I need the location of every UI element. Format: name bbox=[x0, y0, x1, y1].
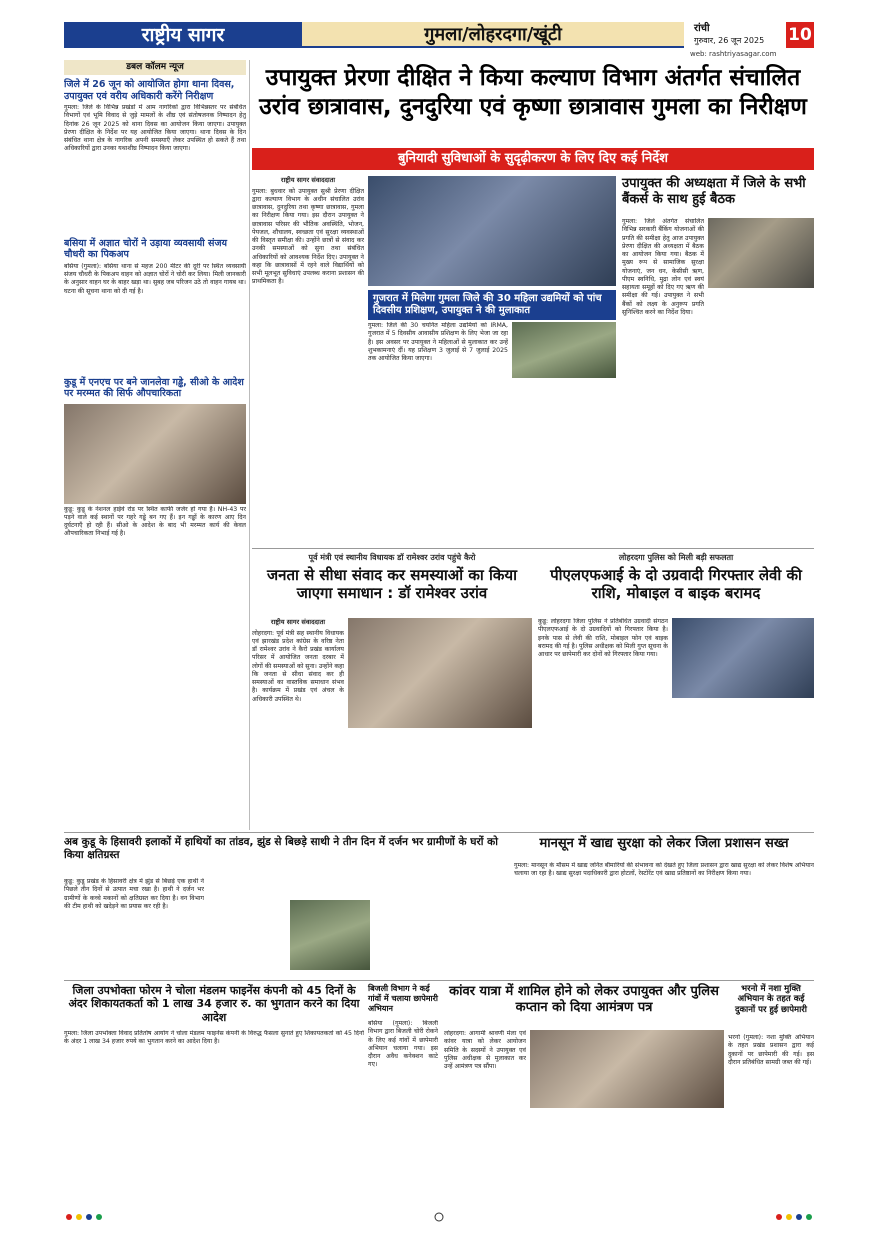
byline: राष्ट्रीय सागर संवाददाता bbox=[270, 618, 326, 626]
arrested-militants-photo bbox=[672, 618, 814, 698]
public-meeting-photo bbox=[348, 618, 532, 728]
section-divider bbox=[252, 548, 814, 549]
bank-meeting-headline: उपायुक्त की अध्यक्षता में जिले के सभी बैंकर्स के साथ हुई बैठक bbox=[622, 176, 806, 207]
story-body: बसिया (गुमला): बसिया थाना से महज 200 मीटर की दूरी पर स्थित व्यवसायी संजय चौधरी के पिकअप वाहन को अज्ञात चोरों ने चोरी कर लिया। मिली जानकारी के अनुसार वाहन घर के बाहर खड़ा था। सुबह जब परिजन उठे तो वाहन गायब था। घटना की सूचना थाना को दी गई है। bbox=[64, 262, 246, 295]
story-body: कुडू: कुडू के नेशनल हाईवे रोड पर स्थित काफी जर्जर हो गया है। NH-43 पर पड़ने वाले कई स्थानों पर गहरे गड्ढे बन गए हैं। इन गड्ढों के कारण आए दिन दुर्घटनाएँ हो रही हैं। सीओ के आदेश के बाद भी मरम्मत कार्य की केवल औपचारिकता निभाई गई है। bbox=[64, 505, 246, 538]
kicker-text: पूर्व मंत्री एवं स्थानीय विधायक डॉ रामेश्वर उरांव पहुंचे कैरो bbox=[308, 553, 476, 562]
bank-meeting-photo bbox=[708, 218, 814, 288]
lead-headline: उपायुक्त प्रेरणा दीक्षित ने किया कल्याण विभाग अंतर्गत संचालित उरांव छात्रावास, दुनदुरिया एवं कृष्णा छात्रावास गुमला का निरीक्षण bbox=[259, 65, 807, 120]
lead-story-body bbox=[252, 176, 364, 546]
story-headline: जनता से सीधा संवाद कर समस्याओं का किया जाएगा समाधान : डॉ रामेश्वर उरांव bbox=[267, 566, 517, 603]
elephant-photo bbox=[290, 900, 370, 970]
city-name: रांची bbox=[694, 23, 710, 34]
story-headline: कुडू में एनएच पर बने जानलेवा गड्ढे, सीओ के आदेश पर मरम्मत की सिर्फ औपचारिकता bbox=[64, 376, 244, 400]
double-column-header: डबल कॉलम न्यूज bbox=[64, 60, 246, 75]
kicker-text: लोहरदगा पुलिस को मिली बड़ी सफलता bbox=[618, 553, 734, 562]
byline: राष्ट्रीय सागर संवाददाता bbox=[280, 176, 336, 184]
kanwar-yatra-headline: कांवर यात्रा में शामिल होने को लेकर उपायुक्त और पुलिस कप्तान को दिया आमंत्रण पत्र bbox=[449, 984, 719, 1015]
section-title: गुमला/लोहरदगा/खूंटी bbox=[302, 22, 684, 48]
consumer-forum-body: गुमला: जिला उपभोक्ता विवाद प्रतितोष आयोग ने चोला मंडलम फाइनेंस कंपनी के विरुद्ध फैसला सुनाते हुए शिकायतकर्ता को 45 दिनों के अंदर 1 लाख 34 हजार रुपये का भुगतान करने का आदेश दिया है। bbox=[64, 1030, 364, 1046]
food-safety-headline: मानसून में खाद्य सुरक्षा को लेकर जिला प्रशासन सख्त bbox=[539, 836, 789, 851]
story-headline: बसिया में अज्ञात चोरों ने उड़ाया व्यवसायी संजय चौधरी का पिकअप bbox=[64, 238, 228, 261]
elephant-story-continued bbox=[374, 878, 508, 978]
section-divider bbox=[64, 832, 814, 833]
electricity-body: बसिया (गुमला): बिजली विभाग द्वारा बिजली चोरी रोकने के लिए कई गांवों में छापेमारी अभियान चलाया गया। इस दौरान अवैध कनेक्शन काटे गए। bbox=[368, 1020, 438, 1069]
footer-color-strip bbox=[64, 1212, 814, 1222]
elephant-headline: अब कुडू के हिसावरी इलाकों में हाथियों का तांडव, झुंड से बिछड़े साथी ने तीन दिन में दर्जन भर ग्रामीणों के घरों को किया क्षतिग्रस्त bbox=[64, 836, 498, 861]
drug-raid-headline: भरनो में नशा मुक्ति अभियान के तहत कई दुकानों पर हुई छापेमारी bbox=[735, 984, 807, 1015]
bank-meeting-body: गुमला: जिले अंतर्गत संचालित विभिन्न सरकारी बैंकिंग योजनाओं की प्रगति की समीक्षा हेतु आज उपायुक्त प्रेरणा दीक्षित की अध्यक्षता में बैठक का आयोजन किया गया। बैठक में मुख्य रूप से सामाजिक सुरक्षा योजनाएं, जन धन, केसीसी ऋण, पीएम स्वनिधि, मुद्रा लोन एवं स्वयं सहायता समूहों को दिए गए ऋण की समीक्षा की गई। उपायुक्त ने सभी बैंकों को लक्ष्य के अनुरूप प्रगति सुनिश्चित करने का निर्देश दिया। bbox=[622, 218, 704, 316]
section-divider bbox=[64, 980, 814, 981]
food-safety-body: गुमला: मानसून के मौसम में खाद्य जनित बीमारियों की संभावना को देखते हुए जिला प्रशासन द्वारा खाद्य सुरक्षा को लेकर विशेष अभियान चलाया जा रहा है। खाद्य सुरक्षा पदाधिकारी द्वारा होटलों, रेस्टोरेंट एवं खाद्य प्रतिष्ठानों का निरीक्षण किया गया। bbox=[514, 862, 814, 878]
story-headline: पीएलएफआई के दो उग्रवादी गिरफ्तार लेवी की राशि, मोबाइल व बाइक बरामद bbox=[550, 566, 802, 603]
masthead bbox=[0, 0, 877, 58]
story-headline: जिले में 26 जून को आयोजित होगा थाना दिवस, उपायुक्त एवं वरीय अधिकारी करेंगे निरीक्षण bbox=[64, 79, 235, 102]
consumer-forum-headline: जिला उपभोक्ता फोरम ने चोला मंडलम फाइनेंस कंपनी को 45 दिनों के अंदर शिकायतकर्ता को 1 लाख 34 हजार रु. का भुगतान करने का दिया आदेश bbox=[68, 984, 360, 1024]
elephant-story-body: कुडू: कुडू प्रखंड के हिसावरी क्षेत्र में झुंड से बिछड़े एक हाथी ने पिछले तीन दिनों से उत्पात मचा रखा है। हाथी ने दर्जन भर ग्रामीणों के कच्चे मकानों को क्षतिग्रस्त कर दिया है। वन विभाग की टीम हाथी को खदेड़ने का प्रयास कर रही है। bbox=[64, 878, 204, 910]
dateline bbox=[684, 22, 786, 48]
kanwar-yatra-body: लोहरदगा: आगामी श्रावणी मेला एवं कांवर यात्रा को लेकर आयोजन समिति के सदस्यों ने उपायुक्त एवं पुलिस अधीक्षक से मुलाकात कर उन्हें आमंत्रण पत्र सौंपा। bbox=[444, 1030, 526, 1070]
left-column bbox=[64, 60, 246, 930]
column-divider bbox=[249, 60, 250, 830]
lead-story-text: गुमला: बुधवार को उपायुक्त सुश्री प्रेरणा दीक्षित द्वारा कल्याण विभाग के अधीन संचालित उरांव छात्रावास, दुनदुरिया तथा कृष्णा छात्रावास, गुमला का निरीक्षण किया गया। इस दौरान उपायुक्त ने छात्रावास परिसर की भौतिक अवस्थिति, भोजन, पेयजल, शौचालय, स्वच्छता एवं सुरक्षा व्यवस्थाओं की विस्तृत समीक्षा की। उन्होंने छात्रों से संवाद कर उनकी समस्याओं को सुना तथा संबंधित अधिकारियों को आवश्यक निर्देश दिए। उपायुक्त ने कहा कि छात्रावासों में रहने वाले विद्यार्थियों को सभी मूलभूत सुविधाएं उपलब्ध कराना प्रशासन की प्राथमिकता है। bbox=[252, 187, 364, 286]
gujarat-training-box bbox=[368, 290, 616, 320]
story-body: कुडू: लोहरदगा जिला पुलिस ने प्रतिबंधित उग्रवादी संगठन पीएलएफआई के दो उग्रवादियों को गिरफ्तार किया है। इनके पास से लेवी की राशि, मोबाइल फोन एवं बाइक बरामद की गई है। पुलिस अधीक्षक को मिली गुप्त सूचना के आधार पर छापेमारी कर दोनों को गिरफ्तार किया गया। bbox=[538, 618, 668, 658]
gujarat-headline: गुजरात में मिलेगा गुमला जिले की 30 महिला उद्यमियों को पांच दिवसीय प्रशिक्षण, उपायुक्त ने की मुलाकात bbox=[368, 290, 616, 320]
women-entrepreneurs-photo bbox=[512, 322, 616, 378]
story-body: गुमला: जिले के विभिन्न प्रखंडों में आम नागरिकों द्वारा विभिन्नस्तर पर संबंधित विभागों एवं भूमि विवाद से जुड़े मामलों के शीघ्र एवं संतोषजनक निष्पादन हेतु दिनांक 26 जून 2025 को थाना दिवस का आयोजन किया जाएगा। उपायुक्त प्रेरणा दीक्षित के निर्देश पर यह आयोजित किया जाएगा। थाना दिवस के दिन संबंधित थाना क्षेत्र के नागरिक अपनी समस्याएँ लेकर उपस्थित हो सकते हैं तथा अधिकारियों द्वारा उनका यथाशीघ्र निष्पादन किया जाएगा। bbox=[64, 104, 246, 153]
newspaper-title: राष्ट्रीय सागर bbox=[64, 22, 302, 48]
lead-subheadline: बुनियादी सुविधाओं के सुदृढ़ीकरण के लिए दिए कई निर्देश bbox=[252, 148, 814, 170]
road-pothole-photo bbox=[64, 404, 246, 504]
website-link[interactable]: web: rashtriyasagar.com bbox=[690, 50, 777, 58]
issue-date: गुरुवार, 26 जून 2025 bbox=[694, 35, 765, 45]
drug-raid-body: भरनो (गुमला): नशा मुक्ति अभियान के तहत प्रखंड प्रशासन द्वारा कई दुकानों पर छापेमारी की गई। इस दौरान प्रतिबंधित सामग्री जब्त की गई। bbox=[728, 1034, 814, 1066]
story-text: लोहरदगा: पूर्व मंत्री सह स्थानीय विधायक एवं झारखंड प्रदेश कांग्रेस के वरिष्ठ नेता डॉ रामेश्वर उरांव ने कैरो प्रखंड कार्यालय परिसर में आयोजित जनता दरबार में लोगों की समस्याओं को सुना। उन्होंने कहा कि जनता से सीधा संवाद कर ही समस्याओं का वास्तविक समाधान संभव है। कार्यक्रम में प्रखंड एवं अंचल के अधिकारी उपस्थित थे। bbox=[252, 629, 344, 703]
electricity-headline: बिजली विभाग ने कई गांवों में चलाया छापेमारी अभियान bbox=[368, 984, 438, 1013]
gujarat-story-body: गुमला: जिले की 30 चयनित महिला उद्यमियों को IRMA, गुजरात में 5 दिवसीय आवासीय प्रशिक्षण के लिए भेजा जा रहा है। इस अवसर पर उपायुक्त ने महिलाओं से मुलाकात कर उन्हें शुभकामनाएं दीं। यह प्रशिक्षण 3 जुलाई से 7 जुलाई 2025 तक आयोजित किया जाएगा। bbox=[368, 322, 508, 362]
hostel-inspection-photo bbox=[368, 176, 616, 286]
story-body bbox=[252, 618, 344, 828]
page-number: 10 bbox=[786, 22, 814, 48]
invitation-photo bbox=[530, 1030, 724, 1108]
